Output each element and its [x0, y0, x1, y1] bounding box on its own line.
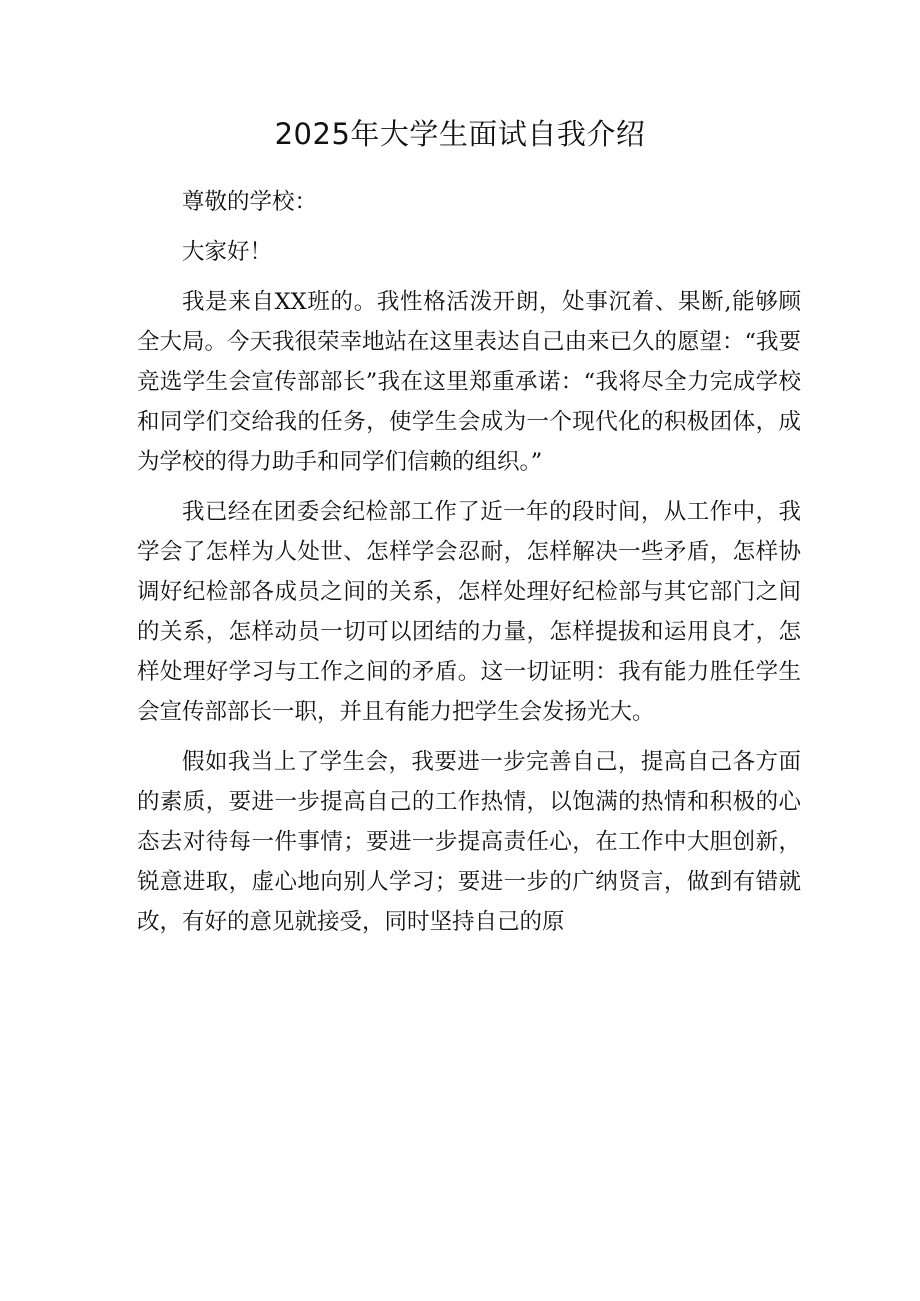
paragraph-1: 我是来自XX班的。我性格活泼开朗，处事沉着、果断,能够顾全大局。今天我很荣幸地站在这里表达自己由来已久的愿望：“我要竞选学生会宣传部部长”我在这里郑重承诺：“我将尽全力完成学校和同学们交给我的任务，使学生会成为一个现代化的积极团体，成为学校的得力助手和同学们信赖的组织。”	[137, 289, 802, 475]
salutation: 尊敬的学校：	[182, 189, 318, 215]
paragraph-3: 假如我当上了学生会，我要进一步完善自己，提高自己各方面的素质，要进一步提高自己的工作热情，以饱满的热情和积极的心态去对待每一件事情；要进一步提高责任心，在工作中大胆创新，锐意进取，虚心地向别人学习；要进一步的广纳贤言，做到有错就改，有好的意见就接受，同时坚持自己的原	[137, 749, 801, 935]
paragraph-2: 我已经在团委会纪检部工作了近一年的段时间，从工作中，我学会了怎样为人处世、怎样学会忍耐，怎样解决一些矛盾，怎样协调好纪检部各成员之间的关系，怎样处理好纪检部与其它部门之间的关系，怎样动员一切可以团结的力量，怎样提拔和运用良才，怎样处理好学习与工作之间的矛盾。这一切证明：我有能力胜任学生会宣传部部长一职，并且有能力把学生会发扬光大。	[137, 499, 801, 725]
greeting: 大家好！	[182, 239, 273, 265]
document-title: 2025年大学生面试自我介绍	[274, 117, 646, 151]
document-body	[137, 182, 801, 942]
